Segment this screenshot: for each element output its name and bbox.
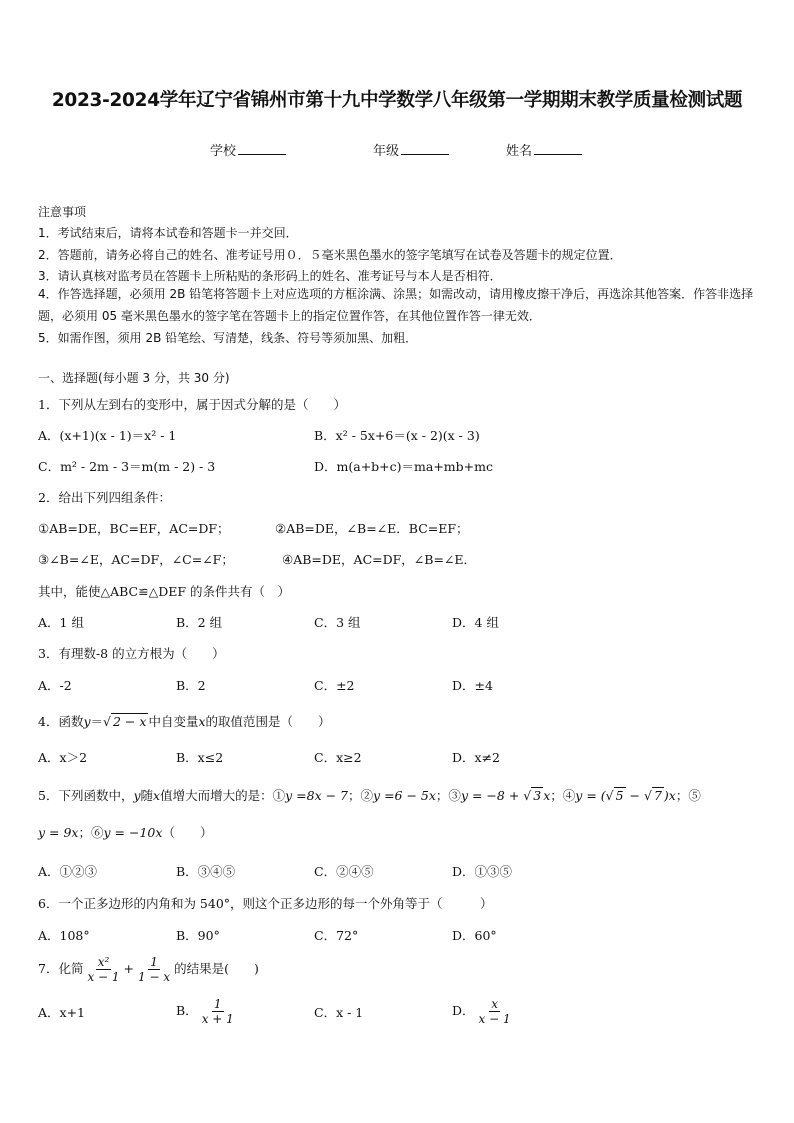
grade-field[interactable] — [373, 140, 449, 159]
q5-sep-6: ；⑥ — [78, 825, 104, 840]
q3-option-a[interactable]: A．-2 — [38, 678, 72, 693]
q2-option-a[interactable]: A．1 组 — [38, 615, 84, 630]
page-title: 2023-2024学年辽宁省锦州市第十九中学数学八年级第一学期期末教学质量检测试题 — [51, 90, 743, 111]
q1-option-b[interactable]: B．x² - 5x+6＝(x - 2)(x - 3) — [314, 428, 480, 443]
q5-sep-4: ；④ — [550, 788, 576, 803]
q4-option-c[interactable]: C．x≥2 — [314, 750, 362, 765]
q4-y: y — [83, 714, 91, 729]
q5-sep-3: ；③ — [435, 788, 461, 803]
q6-option-b[interactable]: B．90° — [176, 928, 220, 943]
name-blank[interactable] — [534, 142, 582, 155]
q2-condition-1: ①AB=DE，BC=EF，AC=DF； — [38, 521, 230, 536]
q5-func-4-rad2: 7 — [653, 788, 662, 803]
q4-stem: 4．函数y＝√ 2 − x 中自变量x的取值范围是（ ） — [38, 714, 331, 729]
q3-option-d[interactable]: D．±4 — [452, 678, 493, 693]
q7-option-a[interactable]: A．x+1 — [38, 1005, 86, 1020]
q7-option-c[interactable]: C．x - 1 — [314, 1005, 364, 1020]
q7-b-fraction — [200, 997, 236, 1026]
q4-option-b[interactable]: B．x≤2 — [176, 750, 224, 765]
q7-b-label: B． — [176, 1003, 198, 1018]
q5-text-2: 随 — [140, 788, 154, 803]
q5-func-4m: − — [625, 788, 644, 803]
grade-label: 年级 — [373, 144, 400, 159]
q5-func-1: y =8x − 7 — [285, 788, 349, 803]
q4-pre: 4．函数 — [38, 714, 84, 729]
name-label: 姓名 — [506, 144, 533, 159]
q2-stem: 2．给出下列四组条件： — [38, 490, 171, 505]
q2-option-b[interactable]: B．2 组 — [176, 615, 223, 630]
q7-plus: + — [123, 961, 135, 976]
q2-condition-3: ③∠B=∠E，AC=DF，∠C=∠F； — [38, 552, 234, 567]
q5-text-3: 值增大而增大的是：① — [160, 788, 286, 803]
q7-d-num: x — [491, 997, 498, 1011]
notice-heading: 注意事项 — [38, 205, 87, 219]
q5-option-b[interactable]: B．③④⑤ — [176, 864, 236, 879]
q7-d-label: D． — [452, 1003, 475, 1018]
q2-option-d[interactable]: D．4 组 — [452, 615, 499, 630]
q7-stem — [38, 954, 259, 984]
q3-stem: 3．有理数-8 的立方根为（ ） — [38, 646, 225, 661]
q7-f2-num: 1 — [150, 955, 158, 969]
q5-stem: 5．下列函数中，y随x值增大而增大的是：①y =8x − 7；②y =6 − 5x；③y = −8 + √ 3 x；④y = (√ 5 − √ 7 )x；⑤ — [38, 788, 701, 803]
q5-option-d[interactable]: D．①③⑤ — [452, 864, 513, 879]
q5-func-2: y =6 − 5x — [373, 788, 436, 803]
q5-func-5: y = 9x — [38, 825, 79, 840]
q7-d-fraction — [477, 997, 513, 1026]
notice-item-5: 5．如需作图，须用 2B 铅笔绘、写清楚，线条、符号等须加黑、加粗． — [38, 331, 418, 345]
q7-f1-den: x − 1 — [87, 970, 120, 984]
q7-f2-den: 1 − x — [138, 970, 171, 984]
q1-option-a[interactable]: A．(x+1)(x - 1)＝x² - 1 — [38, 428, 177, 443]
q5-x: x — [153, 788, 161, 803]
q5-option-a[interactable]: A．①②③ — [38, 864, 98, 879]
q4-post2: 的取值范围是（ ） — [205, 714, 331, 729]
notice-item-4: 4．作答选择题，必须用 2B 铅笔将答题卡上对应选项的方框涂满、涂黑；如需改动，请用橡皮擦干净后，再选涂其他答案．作答非选择题，必须用 05 毫米黑色墨水的签字笔在答题卡上的指定位置作答，在其他位置作答一律无效． — [38, 287, 754, 323]
q1-stem: 1．下列从左到右的变形中，属于因式分解的是（ ） — [38, 397, 346, 412]
notice-item-2: 2．答题前，请务必将自己的姓名、准考证号用０．５毫米黑色墨水的签字笔填写在试卷及答题卡的规定位置． — [38, 248, 622, 262]
q7-fraction-2 — [136, 955, 172, 984]
q2-option-c[interactable]: C．3 组 — [314, 615, 361, 630]
q3-option-b[interactable]: B．2 — [176, 678, 206, 693]
q5-func-6: y = −10x — [103, 825, 163, 840]
q5-func-3b: x — [543, 788, 551, 803]
q7-option-d[interactable] — [452, 996, 515, 1026]
notice-item-3: 3．请认真核对监考员在答题卡上所粘贴的条形码上的姓名、准考证号与本人是否相符． — [38, 269, 502, 283]
q2-condition-4: ④AB=DE，AC=DF，∠B=∠E． — [282, 552, 477, 567]
school-blank[interactable] — [238, 142, 286, 155]
q5-func-4b: )x — [663, 788, 676, 803]
q7-post: 的结果是( ) — [174, 961, 259, 976]
q6-option-d[interactable]: D．60° — [452, 928, 497, 943]
q4-x: x — [198, 714, 206, 729]
q7-pre: 7．化简 — [38, 961, 84, 976]
q5-func-4a: y = ( — [575, 788, 606, 803]
q6-stem: 6．一个正多边形的内角和为 540°，则这个正多边形的每一个外角等于（ ） — [38, 896, 493, 911]
school-label: 学校 — [210, 144, 237, 159]
q4-option-d[interactable]: D．x≠2 — [452, 750, 500, 765]
q4-eq: ＝ — [90, 714, 104, 729]
q5-func-3a: y = −8 + — [460, 788, 524, 803]
q4-option-a[interactable]: A．x＞2 — [38, 750, 88, 765]
q5-sep-5: ；⑤ — [675, 788, 701, 803]
q7-f1-num: x² — [97, 955, 110, 969]
q5-paren: （ ） — [162, 825, 213, 840]
q5-func-3-rad: 3 — [533, 788, 542, 803]
q7-fraction-1 — [85, 955, 121, 984]
q5-stem-line2 — [38, 825, 212, 841]
notice-item-1: 1．考试结束后，请将本试卷和答题卡一并交回． — [38, 226, 298, 240]
q6-option-c[interactable]: C．72° — [314, 928, 359, 943]
q2-ask: 其中，能使△ABC≌△DEF 的条件共有（ ） — [38, 584, 291, 599]
school-field[interactable] — [210, 140, 286, 159]
q6-option-a[interactable]: A．108° — [38, 928, 90, 943]
q5-option-c[interactable]: C．②④⑤ — [314, 864, 374, 879]
q5-text-1: 5．下列函数中， — [38, 788, 134, 803]
grade-blank[interactable] — [401, 142, 449, 155]
q4-radicand: 2 − x — [113, 714, 147, 729]
section-heading: 一、选择题(每小题 3 分，共 30 分) — [38, 371, 230, 385]
q7-d-den: x − 1 — [478, 1012, 511, 1026]
q4-post: 中自变量 — [148, 714, 199, 729]
q1-option-c[interactable]: C．m² - 2m - 3＝m(m - 2) - 3 — [38, 459, 216, 474]
q5-sep-2: ；② — [348, 788, 374, 803]
q1-option-d[interactable]: D．m(a+b+c)＝ma+mb+mc — [314, 459, 493, 474]
q3-option-c[interactable]: C．±2 — [314, 678, 355, 693]
q5-y: y — [133, 788, 141, 803]
name-field[interactable] — [506, 140, 582, 159]
q7-b-den: x + 1 — [201, 1012, 234, 1026]
q7-b-num: 1 — [213, 997, 222, 1011]
q2-condition-2: ②AB=DE，∠B=∠E．BC=EF； — [275, 521, 469, 536]
q5-func-4-rad1: 5 — [615, 788, 624, 803]
q7-option-b[interactable] — [176, 996, 238, 1026]
